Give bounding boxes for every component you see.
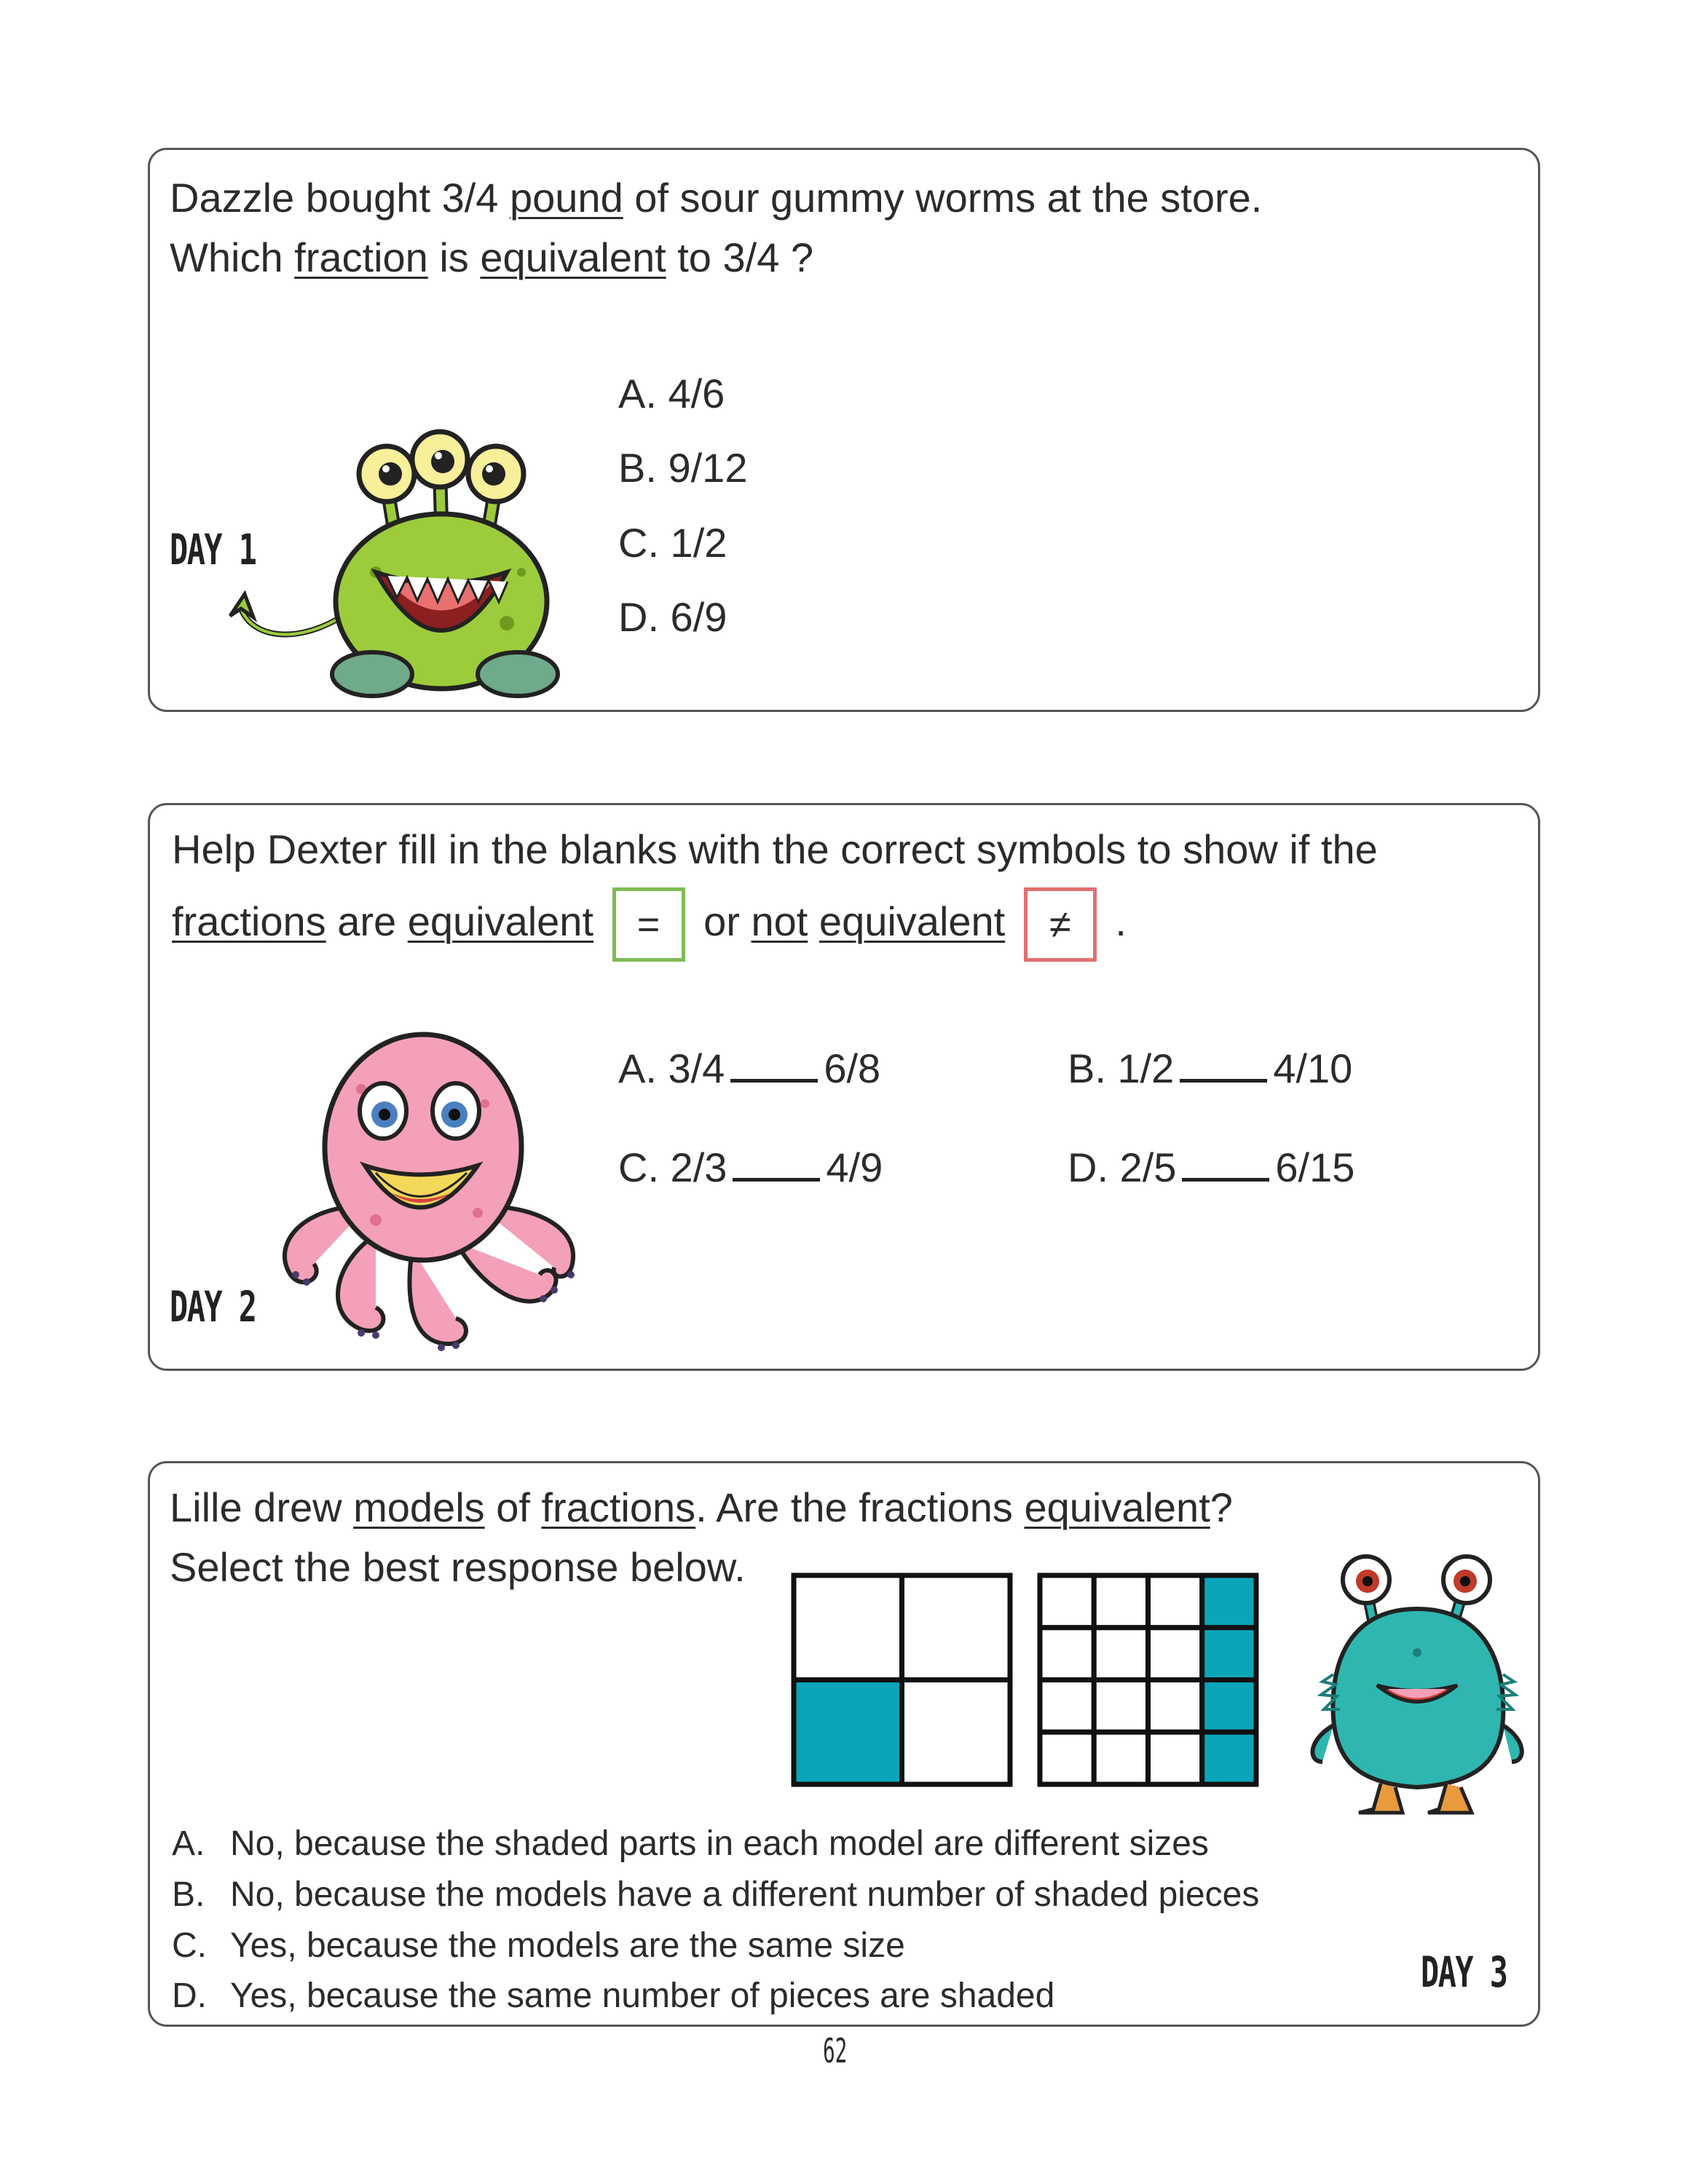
unshaded-cell bbox=[1094, 1680, 1148, 1733]
day1-option-a[interactable]: A. 4/6 bbox=[618, 371, 725, 416]
text: . Are the fractions bbox=[695, 1484, 1025, 1530]
not-equal-symbol-box: ≠ bbox=[1024, 887, 1097, 962]
unshaded-cell bbox=[1148, 1732, 1202, 1784]
response-label: A. bbox=[172, 1824, 205, 1863]
unshaded-cell bbox=[1148, 1680, 1202, 1733]
answer-blank[interactable] bbox=[1180, 1050, 1267, 1083]
shaded-cell bbox=[794, 1680, 902, 1785]
day2-option-c bbox=[618, 1144, 883, 1191]
response-text: Yes, because the models are the same size bbox=[230, 1926, 905, 1965]
vocab-equivalent: equivalent bbox=[407, 898, 594, 944]
day1-label: DAY 1 bbox=[170, 525, 256, 574]
option-right: 4/9 bbox=[826, 1144, 883, 1190]
vocab-fractions: fractions bbox=[541, 1484, 696, 1530]
unshaded-cell bbox=[1040, 1680, 1094, 1733]
text: of sour gummy worms at the store. bbox=[623, 175, 1263, 221]
text: to 3/4 ? bbox=[666, 234, 814, 280]
day2-option-b bbox=[1068, 1045, 1352, 1092]
response-label: C. bbox=[172, 1926, 207, 1965]
fraction-model-sixteenths bbox=[1037, 1572, 1259, 1787]
day3-question-line1 bbox=[170, 1478, 1233, 1538]
option-right: 6/8 bbox=[824, 1045, 881, 1091]
equal-symbol-box: = bbox=[612, 887, 685, 962]
day3-card bbox=[148, 1461, 1540, 2027]
day2-card bbox=[148, 803, 1540, 1371]
text: are bbox=[326, 898, 408, 944]
unshaded-cell bbox=[1148, 1575, 1202, 1628]
day3-response-a[interactable] bbox=[172, 1819, 1209, 1870]
vocab-not: not bbox=[751, 898, 808, 944]
day1-option-b[interactable]: B. 9/12 bbox=[618, 445, 748, 491]
shaded-cell bbox=[1202, 1628, 1256, 1680]
vocab-equivalent: equivalent bbox=[480, 234, 666, 280]
text: Dazzle bought 3/4 bbox=[170, 175, 510, 221]
page-number: 62 bbox=[823, 2031, 848, 2070]
unshaded-cell bbox=[902, 1680, 1011, 1785]
vocab-fractions: fractions bbox=[172, 898, 326, 944]
blue-furry-monster-icon bbox=[1301, 1543, 1534, 1835]
day1-question-line2 bbox=[170, 228, 813, 288]
shaded-cell bbox=[1202, 1680, 1256, 1733]
unshaded-cell bbox=[1040, 1628, 1094, 1680]
option-left: B. 1/2 bbox=[1068, 1045, 1175, 1091]
response-label: D. bbox=[172, 1977, 207, 2015]
text: ? bbox=[1210, 1484, 1233, 1530]
vocab-equivalent: equivalent bbox=[1024, 1484, 1210, 1530]
day2-question-line1: Help Dexter fill in the blanks with the correct symbols to show if the bbox=[172, 826, 1378, 872]
three-eyed-green-monster-icon bbox=[208, 397, 602, 689]
option-right: 4/10 bbox=[1273, 1045, 1353, 1091]
text: . bbox=[1115, 898, 1127, 944]
text: is bbox=[427, 234, 481, 280]
option-left: C. 2/3 bbox=[618, 1144, 727, 1190]
vocab-equivalent: equivalent bbox=[819, 898, 1006, 944]
answer-blank[interactable] bbox=[1182, 1149, 1269, 1182]
response-label: B. bbox=[172, 1875, 205, 1914]
response-text: No, because the shaded parts in each model are different sizes bbox=[230, 1824, 1209, 1863]
day1-option-c[interactable]: C. 1/2 bbox=[618, 520, 727, 566]
option-left: A. 3/4 bbox=[618, 1045, 725, 1091]
shaded-cell bbox=[1202, 1575, 1256, 1628]
text: Which bbox=[170, 234, 295, 280]
unshaded-cell bbox=[1148, 1628, 1202, 1680]
day2-option-a bbox=[618, 1045, 880, 1092]
day3-response-d[interactable] bbox=[172, 1971, 1054, 2022]
response-text: Yes, because the same number of pieces are shaded bbox=[230, 1977, 1055, 2015]
day1-card bbox=[148, 148, 1540, 712]
answer-blank[interactable] bbox=[733, 1149, 820, 1182]
day3-response-c[interactable] bbox=[172, 1920, 905, 1971]
day3-label: DAY 3 bbox=[1421, 1947, 1507, 1997]
day2-option-d bbox=[1068, 1144, 1354, 1191]
unshaded-cell bbox=[1094, 1575, 1148, 1628]
pink-octopus-monster-icon bbox=[245, 1024, 609, 1366]
day3-response-b[interactable] bbox=[172, 1870, 1259, 1920]
fraction-model-quarters bbox=[791, 1572, 1013, 1787]
vocab-fraction: fraction bbox=[294, 234, 428, 280]
day2-question-line2 bbox=[172, 878, 1127, 965]
answer-blank[interactable] bbox=[730, 1050, 818, 1083]
unshaded-cell bbox=[1040, 1732, 1094, 1784]
vocab-pound: pound bbox=[509, 175, 623, 221]
option-right: 6/15 bbox=[1275, 1144, 1355, 1190]
response-text: No, because the models have a different number of shaded pieces bbox=[230, 1875, 1260, 1914]
day1-option-d[interactable]: D. 6/9 bbox=[618, 594, 727, 640]
day2-label: DAY 2 bbox=[170, 1282, 256, 1332]
day3-question-line2: Select the best response below. bbox=[170, 1544, 746, 1590]
option-left: D. 2/5 bbox=[1068, 1144, 1177, 1190]
unshaded-cell bbox=[794, 1575, 902, 1680]
shaded-cell bbox=[1202, 1732, 1256, 1784]
unshaded-cell bbox=[1040, 1575, 1094, 1628]
text: of bbox=[484, 1484, 542, 1530]
unshaded-cell bbox=[1094, 1732, 1148, 1784]
unshaded-cell bbox=[902, 1575, 1011, 1680]
text: or bbox=[703, 898, 752, 944]
day1-question-line1 bbox=[170, 168, 1262, 228]
vocab-models: models bbox=[353, 1484, 485, 1530]
unshaded-cell bbox=[1094, 1628, 1148, 1680]
text: Lille drew bbox=[170, 1484, 354, 1530]
